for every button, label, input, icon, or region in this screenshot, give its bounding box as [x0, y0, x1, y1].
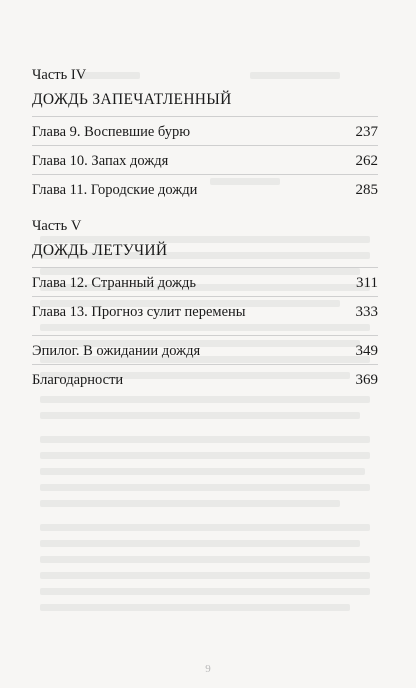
- toc-section: [32, 66, 378, 203]
- page-number: 262: [355, 153, 378, 169]
- page-number: 311: [356, 275, 378, 291]
- page-number: 285: [355, 182, 378, 198]
- page-number: 369: [355, 372, 378, 388]
- chapter-title: Глава 11. Городские дожди: [32, 182, 198, 198]
- table-of-contents: [32, 66, 378, 393]
- toc-entry[interactable]: [32, 268, 378, 296]
- toc-entry[interactable]: [32, 175, 378, 203]
- toc-entry[interactable]: [32, 117, 378, 145]
- chapter-title: Глава 13. Прогноз сулит перемены: [32, 304, 246, 320]
- part-title: ДОЖДЬ ЛЕТУЧИЙ: [32, 242, 168, 259]
- folio-page-number: 9: [205, 663, 211, 675]
- toc-entry[interactable]: [32, 146, 378, 174]
- acknowledgements-title: Благодарности: [32, 372, 124, 388]
- chapter-title: Глава 9. Воспевшие бурю: [32, 124, 191, 140]
- chapter-title: Глава 10. Запах дождя: [32, 153, 169, 169]
- page-number: 237: [355, 124, 378, 140]
- page-number: 333: [355, 304, 378, 320]
- chapter-title: Глава 12. Странный дождь: [32, 275, 197, 291]
- toc-entry[interactable]: [32, 365, 378, 393]
- epilogue-title: Эпилог. В ожидании дождя: [32, 343, 201, 359]
- part-label: Часть V: [32, 218, 82, 234]
- part-label: Часть IV: [32, 67, 87, 83]
- toc-entry[interactable]: [32, 297, 378, 325]
- page-number: 349: [355, 343, 378, 359]
- toc-section: [32, 217, 378, 325]
- part-title: ДОЖДЬ ЗАПЕЧАТЛЕННЫЙ: [32, 91, 232, 108]
- toc-entry[interactable]: [32, 336, 378, 364]
